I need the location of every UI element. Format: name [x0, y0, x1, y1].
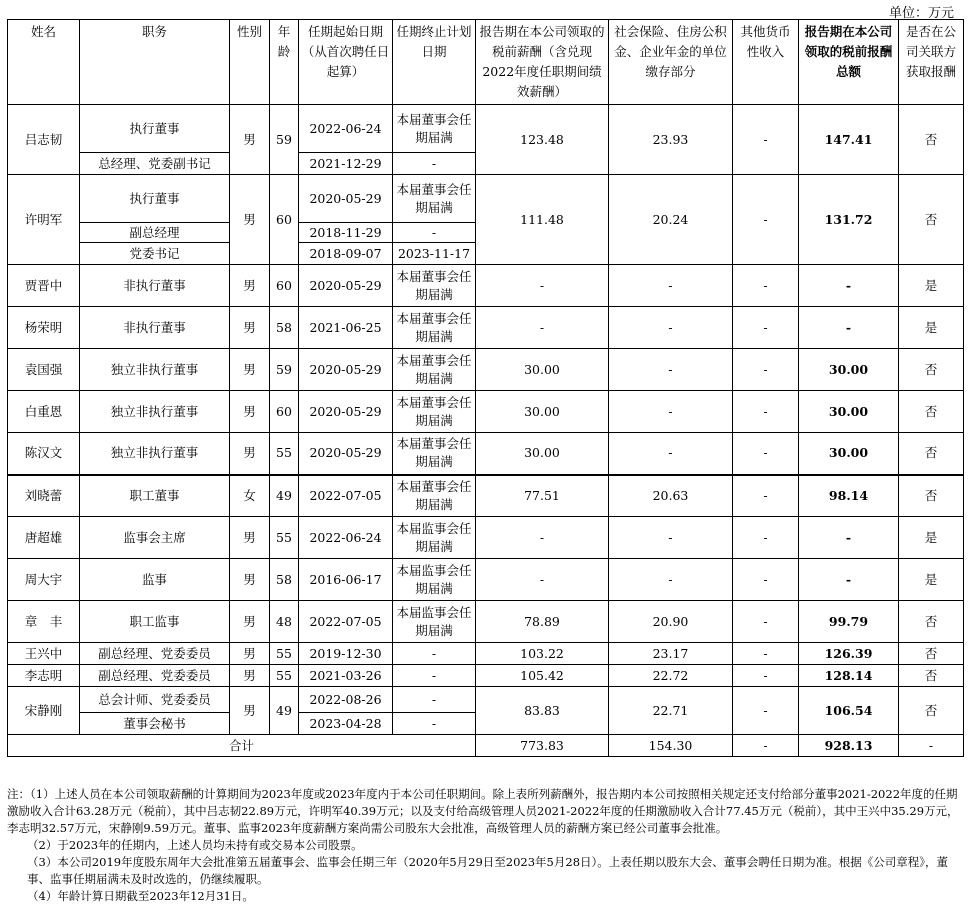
- total-pay: 30.00: [799, 349, 899, 391]
- total-pay: 30.00: [799, 433, 899, 475]
- related-party-pay: 否: [899, 475, 964, 517]
- other-income: -: [733, 687, 799, 735]
- term-start-date: 2021-06-25: [299, 307, 393, 349]
- pretax-pay: 30.00: [476, 349, 609, 391]
- term-end-date: -: [393, 665, 476, 687]
- pretax-pay: -: [476, 265, 609, 307]
- person-gender: 男: [230, 349, 270, 391]
- pretax-pay: 77.51: [476, 475, 609, 517]
- term-start-date: 2020-05-29: [299, 433, 393, 475]
- person-title: 副总经理、党委委员: [80, 643, 230, 665]
- header-age: 年龄: [270, 20, 299, 105]
- term-end-date: -: [393, 223, 476, 243]
- term-end-date: -: [393, 153, 476, 175]
- person-name: 周大宇: [8, 559, 80, 601]
- person-title: 监事会主席: [80, 517, 230, 559]
- person-name: 吕志韧: [8, 105, 80, 175]
- header-start-date: 任期起始日期（从首次聘任日起算）: [299, 20, 393, 105]
- other-income: -: [733, 433, 799, 475]
- insurance-contribution: -: [609, 349, 733, 391]
- person-title: 总会计师、党委委员: [80, 687, 230, 713]
- person-title: 职工董事: [80, 475, 230, 517]
- pretax-pay: 78.89: [476, 601, 609, 643]
- other-income: -: [733, 105, 799, 175]
- person-name: 贾晋中: [8, 265, 80, 307]
- pretax-pay: -: [476, 307, 609, 349]
- total-pay: 99.79: [799, 601, 899, 643]
- insurance-contribution: -: [609, 391, 733, 433]
- related-party-pay: 否: [899, 643, 964, 665]
- table-row: [8, 349, 964, 391]
- term-start-date: 2018-11-29: [299, 223, 393, 243]
- footnote-4: （4）年龄计算日期截至2023年12月31日。: [27, 889, 254, 903]
- insurance-contribution: -: [609, 559, 733, 601]
- term-end-date: 本届董事会任期届满: [393, 307, 476, 349]
- table-row: [8, 105, 964, 153]
- term-start-date: 2019-12-30: [299, 643, 393, 665]
- insurance-contribution: 20.24: [609, 175, 733, 265]
- insurance-contribution: 22.72: [609, 665, 733, 687]
- term-start-date: 2018-09-07: [299, 243, 393, 265]
- person-title: 执行董事: [80, 175, 230, 223]
- total-pay: -: [799, 265, 899, 307]
- term-end-date: 本届董事会任期届满: [393, 175, 476, 223]
- person-age: 58: [270, 307, 299, 349]
- related-party-pay: 否: [899, 391, 964, 433]
- total-pay: 106.54: [799, 687, 899, 735]
- term-start-date: 2021-03-26: [299, 665, 393, 687]
- header-end-date: 任期终止计划日期: [393, 20, 476, 105]
- person-gender: 男: [230, 307, 270, 349]
- term-start-date: 2021-12-29: [299, 153, 393, 175]
- related-party-pay: 是: [899, 517, 964, 559]
- person-gender: 男: [230, 687, 270, 735]
- table-row: [8, 475, 964, 517]
- total-other-income: -: [733, 735, 799, 757]
- person-gender: 男: [230, 175, 270, 265]
- insurance-contribution: -: [609, 265, 733, 307]
- person-age: 60: [270, 391, 299, 433]
- related-party-pay: 否: [899, 175, 964, 265]
- person-title: 独立非执行董事: [80, 433, 230, 475]
- person-title: 独立非执行董事: [80, 391, 230, 433]
- other-income: -: [733, 175, 799, 265]
- header-total-pay: 报告期在本公司领取的税前报酬总额: [799, 20, 899, 105]
- term-end-date: 本届监事会任期届满: [393, 559, 476, 601]
- term-end-date: 本届董事会任期届满: [393, 433, 476, 475]
- person-title: 监事: [80, 559, 230, 601]
- footnotes: [7, 786, 963, 905]
- term-start-date: 2020-05-29: [299, 265, 393, 307]
- other-income: -: [733, 307, 799, 349]
- term-start-date: 2022-06-24: [299, 105, 393, 153]
- person-age: 55: [270, 433, 299, 475]
- header-other-income: 其他货币性收入: [733, 20, 799, 105]
- person-title: 总经理、党委副书记: [80, 153, 230, 175]
- term-start-date: 2022-07-05: [299, 475, 393, 517]
- person-title: 副总经理: [80, 223, 230, 243]
- pretax-pay: 30.00: [476, 391, 609, 433]
- pretax-pay: 111.48: [476, 175, 609, 265]
- insurance-contribution: 23.17: [609, 643, 733, 665]
- pretax-pay: 105.42: [476, 665, 609, 687]
- insurance-contribution: -: [609, 517, 733, 559]
- total-pay: 98.14: [799, 475, 899, 517]
- term-end-date: -: [393, 713, 476, 735]
- insurance-contribution: -: [609, 433, 733, 475]
- table-row: [8, 391, 964, 433]
- term-start-date: 2023-04-28: [299, 713, 393, 735]
- table-row: [8, 307, 964, 349]
- pretax-pay: 103.22: [476, 643, 609, 665]
- person-name: 刘晓蕾: [8, 475, 80, 517]
- header-title: 职务: [80, 20, 230, 105]
- other-income: -: [733, 665, 799, 687]
- total-pay: 30.00: [799, 391, 899, 433]
- footnote-3: （3）本公司2019年度股东周年大会批准第五届董事会、监事会任期三年（2020年5月29日至2023年5月28日）。上表任期以股东大会、董事会聘任日期为准。根据《公司章程》，董事、监事任期届满未及时改选的，仍继续履职。: [27, 855, 949, 886]
- header-name: 姓名: [8, 20, 80, 105]
- pretax-pay: 30.00: [476, 433, 609, 475]
- person-name: 宋静刚: [8, 687, 80, 735]
- related-party-pay: 是: [899, 559, 964, 601]
- total-insurance: 154.30: [609, 735, 733, 757]
- term-end-date: -: [393, 687, 476, 713]
- person-title: 职工监事: [80, 601, 230, 643]
- person-age: 58: [270, 559, 299, 601]
- total-label: 合计: [8, 735, 476, 757]
- person-gender: 男: [230, 517, 270, 559]
- other-income: -: [733, 643, 799, 665]
- person-gender: 男: [230, 265, 270, 307]
- term-end-date: 2023-11-17: [393, 243, 476, 265]
- insurance-contribution: -: [609, 307, 733, 349]
- term-end-date: 本届董事会任期届满: [393, 105, 476, 153]
- person-name: 唐超雄: [8, 517, 80, 559]
- related-party-pay: 是: [899, 265, 964, 307]
- related-party-pay: 否: [899, 665, 964, 687]
- term-end-date: 本届董事会任期届满: [393, 265, 476, 307]
- person-title: 党委书记: [80, 243, 230, 265]
- total-pretax-pay: 773.83: [476, 735, 609, 757]
- person-title: 执行董事: [80, 105, 230, 153]
- term-end-date: 本届监事会任期届满: [393, 517, 476, 559]
- person-age: 55: [270, 517, 299, 559]
- other-income: -: [733, 517, 799, 559]
- table-row: [8, 687, 964, 713]
- other-income: -: [733, 559, 799, 601]
- person-title: 非执行董事: [80, 307, 230, 349]
- term-start-date: 2020-05-29: [299, 391, 393, 433]
- insurance-contribution: 22.71: [609, 687, 733, 735]
- insurance-contribution: 20.63: [609, 475, 733, 517]
- header-insurance: 社会保险、住房公积金、企业年金的单位缴存部分: [609, 20, 733, 105]
- person-name: 杨荣明: [8, 307, 80, 349]
- term-start-date: 2020-05-29: [299, 349, 393, 391]
- grand-total-pay: 928.13: [799, 735, 899, 757]
- header-gender: 性别: [230, 20, 270, 105]
- total-pay: -: [799, 517, 899, 559]
- table-row: [8, 175, 964, 223]
- term-start-date: 2022-06-24: [299, 517, 393, 559]
- other-income: -: [733, 265, 799, 307]
- pretax-pay: -: [476, 559, 609, 601]
- footnote-2: （2）于2023年的任期内，上述人员均未持有或交易本公司股票。: [27, 838, 363, 852]
- person-age: 60: [270, 265, 299, 307]
- total-pay: 147.41: [799, 105, 899, 175]
- term-end-date: -: [393, 643, 476, 665]
- person-title: 独立非执行董事: [80, 349, 230, 391]
- term-end-date: 本届董事会任期届满: [393, 475, 476, 517]
- total-pay: 128.14: [799, 665, 899, 687]
- table-row: [8, 601, 964, 643]
- related-party-pay: 否: [899, 349, 964, 391]
- person-age: 49: [270, 687, 299, 735]
- header-pretax-pay: 报告期在本公司领取的税前薪酬（含兑现2022年度任职期间绩效薪酬）: [476, 20, 609, 105]
- total-pay: 131.72: [799, 175, 899, 265]
- related-party-pay: 否: [899, 105, 964, 175]
- term-start-date: 2020-05-29: [299, 175, 393, 223]
- table-row: [8, 643, 964, 665]
- pretax-pay: -: [476, 517, 609, 559]
- person-gender: 女: [230, 475, 270, 517]
- term-start-date: 2022-07-05: [299, 601, 393, 643]
- person-name: 李志明: [8, 665, 80, 687]
- term-start-date: 2022-08-26: [299, 687, 393, 713]
- header-related-party: 是否在公司关联方获取报酬: [899, 20, 964, 105]
- person-name: 许明军: [8, 175, 80, 265]
- table-row: [8, 433, 964, 475]
- header-row: [8, 20, 964, 105]
- other-income: -: [733, 349, 799, 391]
- total-pay: 126.39: [799, 643, 899, 665]
- table-row: [8, 517, 964, 559]
- table-row: [8, 665, 964, 687]
- person-age: 59: [270, 105, 299, 175]
- related-party-pay: 否: [899, 601, 964, 643]
- person-age: 49: [270, 475, 299, 517]
- person-name: 王兴中: [8, 643, 80, 665]
- person-title: 董事会秘书: [80, 713, 230, 735]
- other-income: -: [733, 601, 799, 643]
- other-income: -: [733, 391, 799, 433]
- person-name: 陈汉文: [8, 433, 80, 475]
- person-gender: 男: [230, 559, 270, 601]
- insurance-contribution: 23.93: [609, 105, 733, 175]
- footnote-1: 注：（1）上述人员在本公司领取薪酬的计算期间为2023年度或2023年度内于本公司任职期间。除上表所列薪酬外，报告期内本公司按照相关规定还支付给部分董事2021-2022年度的任期激励收入合计63.28万元（税前），其中吕志韧22.89万元，许明军40.39万元；以及支付给高级管理人员2021-2022年度的任期激励收入合计77.45万元（税前），其中王兴中35.29万元，李志明32.57万元，宋静刚9.59万元。董事、监事2023年度薪酬方案尚需公司股东大会批准，高级管理人员的薪酬方案已经公司董事会批准。: [7, 787, 959, 835]
- person-gender: 男: [230, 391, 270, 433]
- term-end-date: 本届董事会任期届满: [393, 349, 476, 391]
- person-name: 章 丰: [8, 601, 80, 643]
- pretax-pay: 123.48: [476, 105, 609, 175]
- related-party-pay: 是: [899, 307, 964, 349]
- person-title: 副总经理、党委委员: [80, 665, 230, 687]
- related-party-pay: 否: [899, 687, 964, 735]
- person-age: 55: [270, 665, 299, 687]
- person-gender: 男: [230, 643, 270, 665]
- total-row: [8, 735, 964, 757]
- related-party-pay: 否: [899, 433, 964, 475]
- term-end-date: 本届监事会任期届满: [393, 601, 476, 643]
- person-title: 非执行董事: [80, 265, 230, 307]
- person-gender: 男: [230, 433, 270, 475]
- insurance-contribution: 20.90: [609, 601, 733, 643]
- table-row: [8, 265, 964, 307]
- total-pay: -: [799, 307, 899, 349]
- other-income: -: [733, 475, 799, 517]
- total-pay: -: [799, 559, 899, 601]
- person-age: 59: [270, 349, 299, 391]
- unit-label: 单位：万元: [888, 6, 954, 21]
- compensation-table: [7, 19, 964, 757]
- total-related-party: -: [899, 735, 964, 757]
- term-start-date: 2016-06-17: [299, 559, 393, 601]
- person-gender: 男: [230, 601, 270, 643]
- person-gender: 男: [230, 105, 270, 175]
- person-gender: 男: [230, 665, 270, 687]
- person-age: 55: [270, 643, 299, 665]
- term-end-date: 本届董事会任期届满: [393, 391, 476, 433]
- person-name: 袁国强: [8, 349, 80, 391]
- person-age: 48: [270, 601, 299, 643]
- person-name: 白重恩: [8, 391, 80, 433]
- person-age: 60: [270, 175, 299, 265]
- pretax-pay: 83.83: [476, 687, 609, 735]
- table-row: [8, 559, 964, 601]
